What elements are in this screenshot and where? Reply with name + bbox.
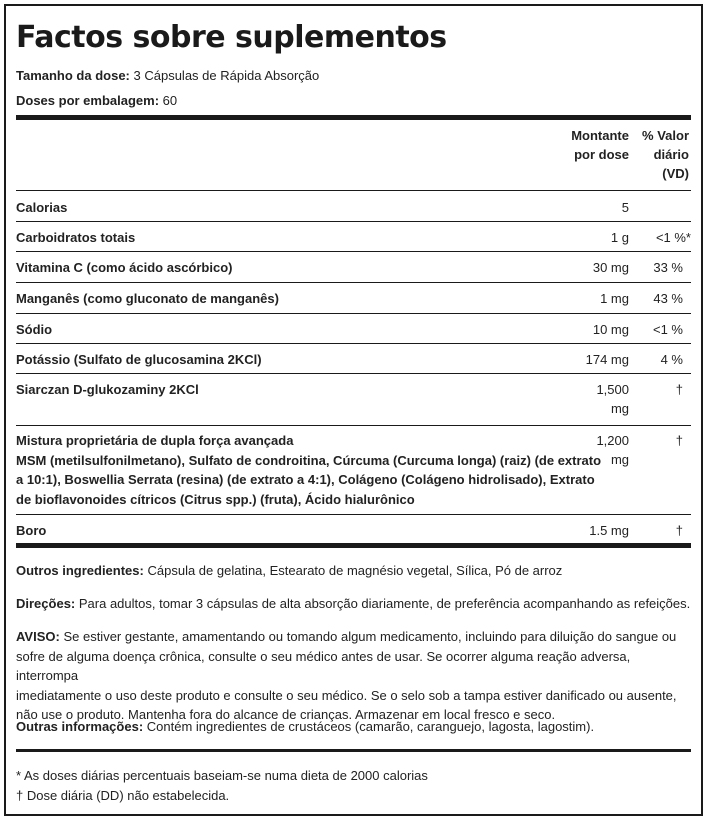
nutrient-dv: <1 % bbox=[653, 322, 683, 337]
divider-thick-top bbox=[16, 115, 691, 120]
nutrient-row bbox=[16, 380, 691, 422]
header-amount-line2: por dose bbox=[574, 147, 629, 162]
blend-title: Mistura proprietária de dupla força avançada bbox=[16, 433, 294, 448]
nutrient-name: Siarczan D-glukozaminy 2KCl bbox=[16, 382, 199, 397]
blend-ingredients-line: de bioflavonoides cítricos (Citrus spp.) (fruta), Ácido hialurônico bbox=[16, 491, 415, 507]
footnote-dv: * As doses diárias percentuais baseiam-se numa dieta de 2000 calorias bbox=[16, 768, 428, 783]
other-info-text: Contém ingredientes de crustáceos (camarão, caranguejo, lagosta, lagostim). bbox=[146, 719, 595, 734]
directions bbox=[16, 594, 691, 614]
nutrient-amount bbox=[596, 431, 629, 469]
warning-line: sofre de alguma doença crônica, consulte o seu médico antes de usar. Se ocorrer alguma reação adversa, interrompa bbox=[16, 648, 631, 683]
nutrient-amount: 10 mg bbox=[592, 322, 629, 337]
directions-text: Para adultos, tomar 3 cápsulas de alta absorção diariamente, de preferência acompanhando as refeições. bbox=[78, 596, 691, 611]
warning-label: AVISO: bbox=[16, 629, 60, 644]
divider-header bbox=[16, 190, 691, 191]
divider-footnotes bbox=[16, 749, 691, 752]
nutrient-name: Potássio (Sulfato de glucosamina 2KCl) bbox=[16, 352, 262, 367]
nutrient-dv: 43 % bbox=[653, 291, 683, 306]
proprietary-blend-row bbox=[16, 431, 691, 511]
row-divider bbox=[16, 251, 691, 252]
servings-per-value: 60 bbox=[162, 93, 178, 108]
row-divider bbox=[16, 343, 691, 344]
header-dv bbox=[642, 126, 689, 183]
warning-line: imediatamente o uso deste produto e consulte o seu médico. Se o selo sob a tampa estiver danificado ou ausente, bbox=[16, 687, 677, 703]
nutrient-dv: † bbox=[675, 382, 683, 397]
row-divider bbox=[16, 514, 691, 515]
nutrient-dv: 4 % bbox=[660, 352, 683, 367]
divider-thick-bottom bbox=[16, 543, 691, 548]
other-ingredients-label: Outros ingredientes: bbox=[16, 563, 144, 578]
nutrient-dv: 33 % bbox=[653, 260, 683, 275]
nutrient-dv: <1 %* bbox=[655, 230, 691, 245]
nutrient-amount: 174 mg bbox=[585, 352, 629, 367]
serving-size-label: Tamanho da dose: bbox=[16, 68, 130, 83]
nutrient-name: Sódio bbox=[16, 322, 53, 337]
warning-line: Se estiver gestante, amamentando ou tomando algum medicamento, incluindo para diluição do sangue ou bbox=[63, 629, 677, 644]
row-divider bbox=[16, 221, 691, 222]
nutrient-dv: † bbox=[675, 523, 683, 538]
nutrient-amount: 1.5 mg bbox=[589, 523, 629, 538]
nutrient-name: Carboidratos totais bbox=[16, 230, 136, 245]
nutrient-name: Boro bbox=[16, 523, 47, 538]
header-amount-line1: Montante bbox=[571, 128, 629, 143]
supplement-facts-panel bbox=[4, 4, 703, 816]
blend-description bbox=[16, 431, 601, 509]
nutrient-name: Vitamina C (como ácido ascórbico) bbox=[16, 260, 233, 275]
row-divider bbox=[16, 313, 691, 314]
footnote-dagger: † Dose diária (DD) não estabelecida. bbox=[16, 788, 230, 803]
serving-size bbox=[16, 68, 319, 84]
nutrient-amount: 5 bbox=[621, 200, 629, 215]
blend-ingredients-line: a 10:1), Boswellia Serrata (resina) (de extrato a 4:1), Colágeno (Colágeno hidrolisado), Extrato bbox=[16, 472, 595, 487]
nutrient-dv: † bbox=[675, 433, 683, 448]
header-dv-line3: (VD) bbox=[662, 166, 689, 181]
panel-title: Factos sobre suplementos bbox=[16, 20, 447, 55]
other-ingredients bbox=[16, 561, 691, 581]
nutrient-amount-line2: mg bbox=[610, 401, 629, 416]
nutrient-amount-line1: 1,500 bbox=[596, 382, 629, 397]
header-dv-line2: diário bbox=[653, 147, 689, 162]
row-divider bbox=[16, 282, 691, 283]
panel-content bbox=[16, 6, 691, 803]
header-dv-line1: % Valor bbox=[642, 128, 689, 143]
nutrient-name: Calorias bbox=[16, 200, 68, 215]
servings-per-label: Doses por embalagem: bbox=[16, 93, 160, 108]
row-divider bbox=[16, 373, 691, 374]
directions-label: Direções: bbox=[16, 596, 76, 611]
nutrient-amount: 30 mg bbox=[592, 260, 629, 275]
nutrient-amount: 1 g bbox=[610, 230, 629, 245]
serving-size-value: 3 Cápsulas de Rápida Absorção bbox=[133, 68, 320, 83]
nutrient-amount: 1 mg bbox=[600, 291, 629, 306]
other-ingredients-text: Cápsula de gelatina, Estearato de magnésio vegetal, Sílica, Pó de arroz bbox=[147, 563, 563, 578]
header-amount bbox=[571, 126, 629, 164]
warning bbox=[16, 627, 691, 725]
nutrient-name: Manganês (como gluconato de manganês) bbox=[16, 291, 279, 306]
blend-ingredients-line: MSM (metilsulfonilmetano), Sulfato de condroitina, Cúrcuma (Curcuma longa) (raiz) (de extrato bbox=[16, 452, 602, 468]
warning-line: não use o produto. Mantenha fora do alcance de crianças. Armazenar em local fresco e seco. bbox=[16, 707, 556, 722]
nutrient-amount-line1: 1,200 bbox=[596, 433, 629, 448]
footnotes bbox=[16, 766, 428, 806]
other-info-label: Outras informações: bbox=[16, 719, 144, 734]
servings-per-container bbox=[16, 93, 177, 109]
other-information bbox=[16, 717, 691, 737]
nutrient-amount bbox=[596, 380, 629, 418]
row-divider bbox=[16, 425, 691, 426]
nutrient-amount-line2: mg bbox=[610, 452, 629, 467]
